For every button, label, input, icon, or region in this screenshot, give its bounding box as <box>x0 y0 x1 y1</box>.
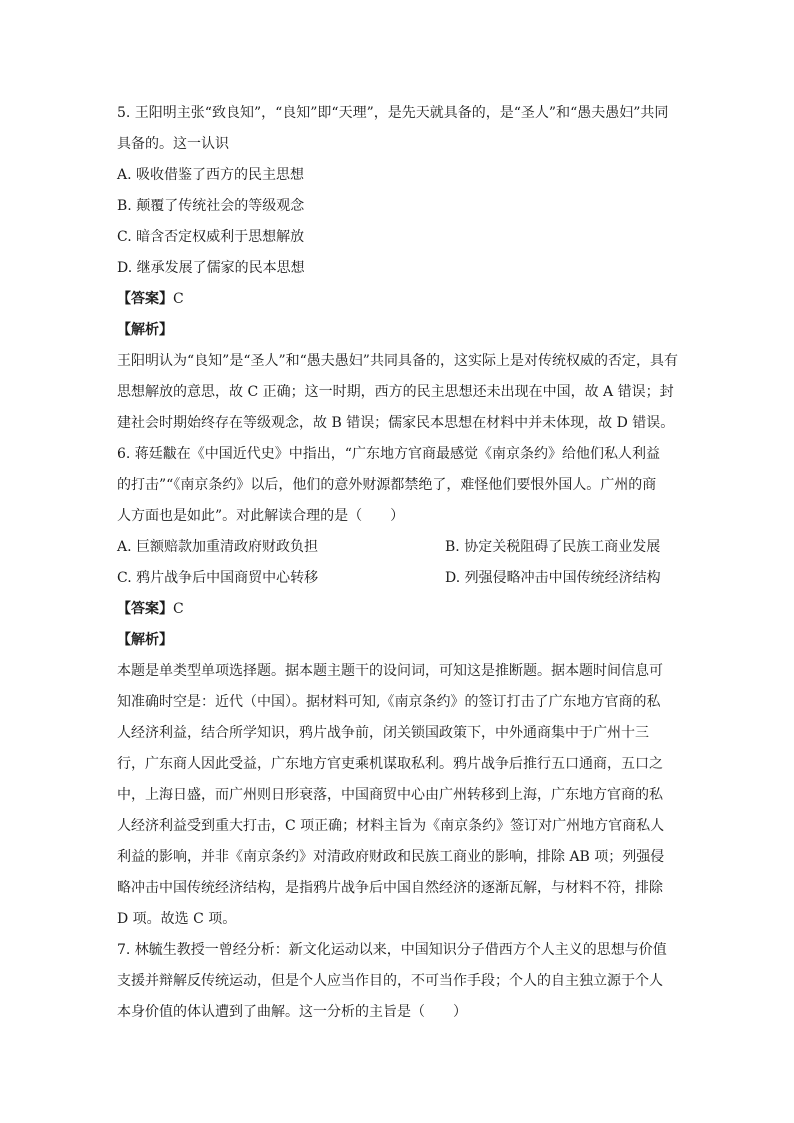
answer-label: 【答案】 <box>117 291 173 307</box>
question-6 <box>117 439 677 935</box>
question-stem-line: 6. 蒋廷黻在《中国近代史》中指出，“广东地方官商最感觉《南京条约》给他们私人利益 <box>117 446 660 462</box>
analysis-label: 【解析】 <box>117 322 173 338</box>
question-stem-line: 具备的。这一认识 <box>117 136 229 152</box>
analysis-line: 思想解放的意思，故 C 正确；这一时期，西方的民主思想还未出现在中国，故 A 错误；封 <box>117 384 674 400</box>
analysis-line: 人经济利益，结合所学知识，鸦片战争前，闭关锁国政策下，中外通商集中于广州十三 <box>117 725 649 741</box>
analysis-line: 人经济利益受到重大打击，C 项正确；材料主旨为《南京条约》签订对广州地方官商私人 <box>117 818 665 834</box>
answer-value: C <box>173 291 184 307</box>
option-d: D. 继承发展了儒家的民本思想 <box>117 260 305 276</box>
question-7 <box>117 935 677 1028</box>
question-stem-line: 支援并辩解反传统运动，但是个人应当作目的，不可当作手段；个人的自主独立源于个人 <box>117 973 663 989</box>
question-stem-line: 7. 林毓生教授一曾经分析：新文化运动以来，中国知识分子借西方个人主义的思想与价值 <box>117 942 667 958</box>
analysis-line: 知准确时空是：近代（中国）。据材料可知,《南京条约》的签订打击了广东地方官商的私 <box>117 694 661 710</box>
analysis-line: 建社会时期始终存在等级观念，故 B 错误；儒家民本思想在材料中并未体现，故 D 错误。 <box>117 415 675 431</box>
analysis-line: 行，广东商人因此受益，广东地方官吏乘机谋取私利。鸦片战争后推行五口通商，五口之 <box>117 756 663 772</box>
answer-line <box>117 284 677 315</box>
option-c: C. 鸦片战争后中国商贸中心转移 <box>117 570 319 586</box>
analysis-line: 利益的影响，并非《南京条约》对清政府财政和民族工商业的影响，排除 AB 项；列强侵 <box>117 849 665 865</box>
analysis-line: 本题是单类型单项选择题。据本题主题干的设问词，可知这是推断题。据本题时间信息可 <box>117 663 663 679</box>
answer-label: 【答案】 <box>117 601 173 617</box>
question-stem-line: 人方面也是如此”。对此解读合理的是（ ） <box>117 508 405 524</box>
document-page <box>117 98 677 1028</box>
options-row <box>117 563 677 594</box>
question-5 <box>117 98 677 439</box>
question-stem-line: 的打击”“《南京条约》以后，他们的意外财源都禁绝了，难怪他们要恨外国人。广州的商 <box>117 477 657 493</box>
analysis-line: 王阳明认为“良知”是“圣人”和“愚夫愚妇”共同具备的，这实际上是对传统权威的否定，具有 <box>117 353 678 369</box>
option-a: A. 吸收借鉴了西方的民主思想 <box>117 167 305 183</box>
answer-value: C <box>173 601 184 617</box>
option-b: B. 协定关税阻碍了民族工商业发展 <box>445 539 661 555</box>
question-stem-line: 本身价值的体认遭到了曲解。这一分析的主旨是（ ） <box>117 1004 467 1020</box>
option-b: B. 颠覆了传统社会的等级观念 <box>117 198 305 214</box>
option-d: D. 列强侵略冲击中国传统经济结构 <box>445 570 661 586</box>
analysis-line: D 项。故选 C 项。 <box>117 911 237 927</box>
analysis-line: 略冲击中国传统经济结构，是指鸦片战争后中国自然经济的逐渐瓦解，与材料不符，排除 <box>117 880 663 896</box>
question-stem-line: 5. 王阳明主张“致良知”，“良知”即“天理”，是先天就具备的，是“圣人”和“愚夫愚妇”共同 <box>117 105 669 121</box>
analysis-line: 中，上海日盛，而广州则日形衰落，中国商贸中心由广州转移到上海，广东地方官商的私 <box>117 787 663 803</box>
answer-line <box>117 594 677 625</box>
analysis-label: 【解析】 <box>117 632 173 648</box>
options-row <box>117 532 677 563</box>
option-a: A. 巨额赔款加重清政府财政负担 <box>117 539 319 555</box>
option-c: C. 暗含否定权威利于思想解放 <box>117 229 305 245</box>
